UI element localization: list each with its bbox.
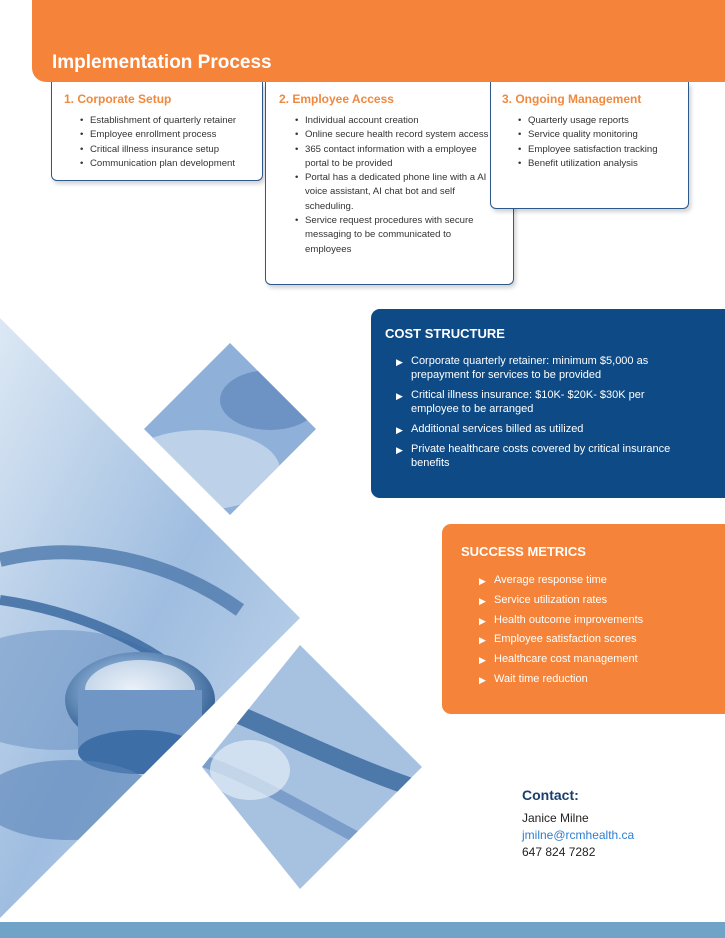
triangle-right-icon: ▶ bbox=[479, 674, 486, 685]
list-item-text: Wait time reduction bbox=[494, 672, 588, 685]
list-item: • Critical illness insurance setup bbox=[80, 143, 262, 157]
triangle-right-icon: ▶ bbox=[479, 635, 486, 646]
list-item-text: Average response time bbox=[494, 574, 607, 586]
triangle-right-icon: ▶ bbox=[479, 615, 486, 626]
triangle-right-icon: ▶ bbox=[396, 425, 403, 435]
step-title: 2. Employee Access bbox=[279, 92, 394, 106]
list-item-text: Health outcome improvements bbox=[494, 613, 644, 626]
list-item: • Benefit utilization analysis bbox=[518, 157, 678, 171]
step-list bbox=[279, 114, 490, 257]
step-title: 3. Ongoing Management bbox=[502, 92, 642, 106]
list-item-text: Corporate quarterly retainer: minimum $5,000 as prepayment for services to be provided bbox=[411, 355, 649, 381]
step-card-ongoing-management bbox=[490, 82, 689, 209]
list-item: • Online secure health record system access bbox=[295, 128, 490, 142]
photo-diamond-lower bbox=[200, 640, 425, 890]
triangle-right-icon: ▶ bbox=[479, 576, 486, 586]
triangle-right-icon: ▶ bbox=[479, 655, 486, 666]
list-item-text: Healthcare cost management bbox=[494, 653, 638, 666]
list-item: • Employee satisfaction tracking bbox=[518, 143, 678, 157]
list-item: • Portal has a dedicated phone line with a AI voice assistant, AI chat bot and self scheduling. bbox=[295, 171, 490, 214]
photo-diamond-upper bbox=[120, 340, 320, 520]
triangle-right-icon: ▶ bbox=[396, 357, 403, 367]
list-item: • 365 contact information with a employee portal to be provided bbox=[295, 143, 490, 172]
list-item: • Employee enrollment process bbox=[80, 128, 262, 142]
list-item bbox=[479, 593, 725, 607]
list-item-text: Additional services billed as utilized bbox=[411, 423, 584, 435]
contact-name: Janice Milne bbox=[522, 811, 589, 825]
list-item bbox=[396, 354, 681, 382]
step-title: 1. Corporate Setup bbox=[64, 92, 172, 106]
footer-bar bbox=[0, 922, 725, 938]
cost-structure-title: COST STRUCTURE bbox=[385, 326, 505, 341]
list-item: • Service quality monitoring bbox=[518, 128, 678, 142]
list-item: • Individual account creation bbox=[295, 114, 490, 128]
list-item-text: Private healthcare costs covered by critical insurance benefits bbox=[411, 443, 671, 469]
contact-phone: 647 824 7282 bbox=[522, 845, 596, 859]
success-metrics-panel bbox=[442, 524, 725, 714]
photo-triangle bbox=[0, 318, 310, 918]
step-list bbox=[64, 114, 262, 171]
list-item bbox=[479, 652, 725, 666]
list-item: • Communication plan development bbox=[80, 157, 262, 171]
step-list bbox=[502, 114, 678, 171]
cost-structure-panel bbox=[371, 309, 725, 498]
list-item bbox=[396, 422, 681, 436]
triangle-right-icon: ▶ bbox=[396, 391, 403, 401]
list-item bbox=[479, 632, 725, 646]
triangle-right-icon: ▶ bbox=[396, 445, 403, 455]
list-item bbox=[396, 442, 681, 470]
list-item bbox=[479, 672, 725, 686]
list-item-text: Employee satisfaction scores bbox=[494, 633, 637, 646]
page-title: Implementation Process bbox=[52, 52, 272, 73]
cost-structure-list bbox=[385, 354, 681, 470]
step-card-employee-access bbox=[265, 82, 514, 285]
contact-title: Contact: bbox=[522, 787, 579, 803]
list-item: • Establishment of quarterly retainer bbox=[80, 114, 262, 128]
contact-email-link[interactable]: jmilne@rcmhealth.ca bbox=[522, 828, 635, 842]
list-item: • Service request procedures with secure messaging to be communicated to employees bbox=[295, 214, 490, 257]
list-item bbox=[396, 388, 681, 416]
list-item bbox=[479, 613, 725, 627]
success-metrics-list bbox=[461, 573, 725, 686]
list-item: • Quarterly usage reports bbox=[518, 114, 678, 128]
success-metrics-title: SUCCESS METRICS bbox=[461, 544, 586, 559]
list-item-text: Service utilization rates bbox=[494, 593, 608, 606]
contact-block bbox=[522, 787, 634, 861]
step-card-corporate-setup bbox=[51, 82, 263, 181]
list-item-text: Critical illness insurance: $10K- $20K- $30K per employee to be arranged bbox=[411, 389, 645, 415]
list-item bbox=[479, 573, 725, 587]
triangle-right-icon: ▶ bbox=[479, 595, 486, 606]
